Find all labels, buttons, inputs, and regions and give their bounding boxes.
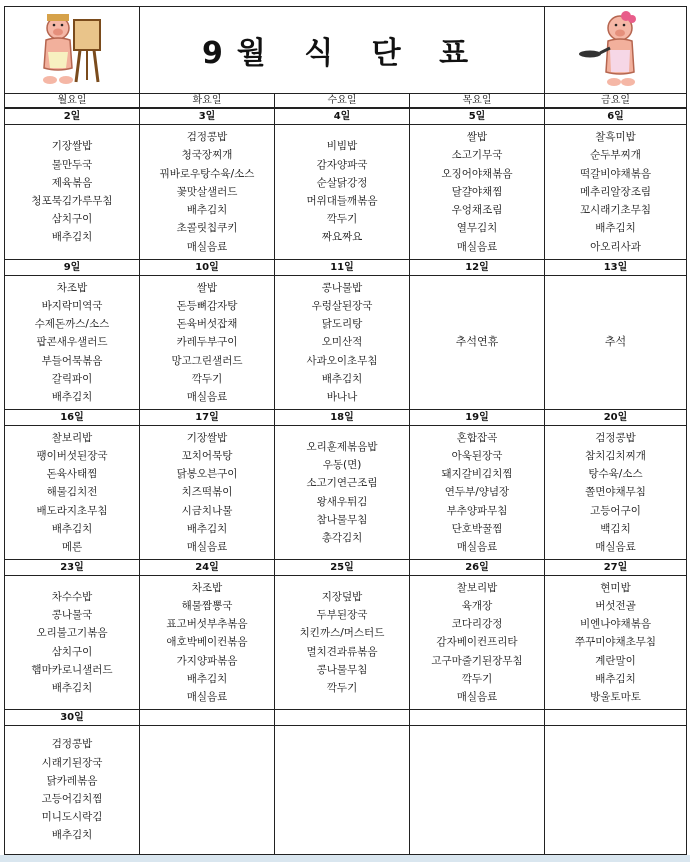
menu-item: 돈육사태찜: [46, 468, 98, 481]
menu-item: 배추김치: [321, 372, 363, 385]
menu-item: 비엔나야채볶음: [579, 618, 651, 631]
menu-item: 지장덮밥: [321, 590, 363, 603]
menu-item: 쌀밥: [196, 281, 218, 294]
day-menu-cell: [545, 426, 687, 560]
menu-item: 깍두기: [461, 672, 493, 685]
day-menu-cell: [275, 276, 410, 410]
day-menu-cell: [275, 426, 410, 560]
menu-item: 쫄면야채무침: [585, 486, 646, 499]
menu-item: 현미밥: [600, 581, 631, 594]
date-cell: 24일: [140, 560, 275, 576]
menu-item: 비빔밥: [326, 140, 358, 153]
menu-item: 매실음료: [595, 541, 636, 553]
date-cell: 2일: [5, 109, 140, 125]
menu-item: 가지양파볶음: [176, 654, 238, 667]
menu-item: 배추김치: [186, 672, 228, 685]
menu-item: 청포묵김가루무침: [31, 195, 113, 207]
pig-painter-icon: [32, 8, 112, 88]
day-menu-cell: [410, 426, 545, 560]
menu-table: [4, 6, 687, 108]
date-row: [5, 710, 687, 726]
bottom-strip: [0, 855, 690, 862]
menu-item: 두부된장국: [316, 609, 368, 622]
menu-item: 콩나물밥: [321, 281, 363, 294]
day-menu-cell: [410, 726, 545, 855]
menu-item: 삼치구이: [51, 213, 93, 226]
menu-item: 매실음료: [186, 240, 228, 253]
weekly-menu-table: [4, 108, 687, 855]
menu-item: 찰보리밥: [51, 431, 93, 444]
menu-item: 우엉채조림: [451, 204, 503, 217]
menu-item: 팽이버섯된장국: [36, 449, 108, 462]
menu-item: 수제돈까스/소스: [34, 318, 110, 331]
menu-item: 꼬치어묵탕: [181, 449, 233, 462]
menu-item: 아오리사과: [590, 240, 641, 253]
menu-item: 배도라지초무침: [36, 504, 108, 517]
menu-item: 아욱된장국: [451, 449, 503, 462]
menu-item: 깍두기: [191, 372, 223, 385]
menu-item: 시금치나물: [181, 504, 233, 517]
menu-item: 찰흑미밥: [595, 131, 636, 144]
menu-item: 배추김치: [51, 829, 93, 842]
menu-item: 청국장찌개: [181, 149, 233, 162]
menu-item: 오리불고기볶음: [36, 627, 108, 640]
menu-item: 소고기무국: [451, 149, 503, 162]
menu-row: [5, 125, 687, 260]
day-menu-cell: [410, 576, 545, 710]
menu-item: 매실음료: [456, 691, 498, 703]
menu-item: 팝콘새우샐러드: [36, 336, 108, 349]
chef-pig-cooking-illustration: [545, 7, 687, 94]
menu-item: 기장쌀밥: [51, 140, 93, 153]
day-menu-cell: [275, 576, 410, 710]
day-header-tuesday: 화요일: [140, 94, 275, 108]
date-cell: [410, 710, 545, 726]
menu-item: 치즈떡볶이: [181, 486, 233, 499]
menu-item: 메추리알장조림: [579, 185, 651, 198]
menu-item: 달걀야채찜: [451, 185, 503, 198]
menu-item: 닭카레볶음: [46, 774, 98, 787]
menu-item: 배추김치: [51, 681, 93, 694]
menu-item: 순살닭강정: [316, 176, 368, 189]
menu-item: 검정콩밥: [595, 431, 636, 444]
menu-item: 소고기연근조림: [306, 477, 378, 490]
menu-item: 부추양파무침: [446, 504, 508, 517]
menu-item: 검정콩밥: [186, 131, 228, 144]
date-row: [5, 560, 687, 576]
menu-item: 짜요짜요: [321, 231, 363, 244]
date-cell: 4일: [275, 109, 410, 125]
menu-item: 참나물무침: [316, 513, 368, 526]
menu-item: 차조밥: [56, 281, 88, 294]
menu-item: 배추김치: [51, 522, 93, 535]
menu-item: 배추김치: [51, 391, 93, 403]
date-cell: 19일: [410, 410, 545, 426]
menu-item: 배추김치: [51, 231, 93, 244]
day-header-wednesday: 수요일: [275, 94, 410, 108]
menu-item: 배추김치: [595, 222, 636, 235]
day-menu-cell: [5, 426, 140, 560]
menu-item: 해물김치전: [46, 486, 98, 499]
menu-item: 깍두기: [326, 681, 358, 694]
date-cell: 11일: [275, 260, 410, 276]
day-header-monday: 월요일: [5, 94, 140, 108]
menu-item: 매실음료: [456, 541, 498, 553]
date-cell: 18일: [275, 410, 410, 426]
day-menu-cell: [5, 576, 140, 710]
menu-item: 꽃맛살샐러드: [176, 185, 238, 198]
day-menu-cell: [410, 125, 545, 260]
menu-item: 추석연휴: [455, 335, 499, 349]
menu-item: 갈릭파이: [51, 372, 93, 385]
menu-item: 우렁살된장국: [311, 299, 373, 312]
menu-item: 초콜릿칩쿠키: [176, 222, 238, 235]
date-cell: 12일: [410, 260, 545, 276]
menu-item: 배추김치: [595, 672, 636, 685]
date-row: [5, 109, 687, 125]
day-header-thursday: 목요일: [410, 94, 545, 108]
menu-item: 카레두부구이: [176, 336, 238, 349]
page-title: 9월 식 단 표: [201, 36, 483, 71]
menu-row: [5, 726, 687, 855]
menu-item: 돈육버섯잡채: [176, 318, 238, 331]
menu-item: 표고버섯부추볶음: [166, 618, 248, 631]
menu-item: 콩나물무침: [316, 663, 368, 676]
day-menu-cell: [545, 726, 687, 855]
day-menu-cell: [140, 125, 275, 260]
menu-item: 머위대들깨볶음: [306, 195, 378, 207]
menu-item: 감자양파국: [316, 158, 368, 171]
menu-item: 시래기된장국: [41, 756, 103, 769]
menu-item: 육개장: [461, 599, 493, 612]
menu-item: 바지락미역국: [41, 299, 103, 312]
menu-item: 찰보리밥: [456, 581, 498, 594]
title-cell: [140, 7, 545, 94]
menu-item: 깍두기: [326, 213, 358, 226]
date-cell: [140, 710, 275, 726]
date-cell: [275, 710, 410, 726]
date-cell: 10일: [140, 260, 275, 276]
menu-item: 탕수육/소스: [588, 468, 643, 481]
menu-item: 매실음료: [186, 691, 228, 703]
day-menu-cell: [5, 276, 140, 410]
menu-item: 순두부찌개: [590, 149, 641, 162]
chef-pig-painter-illustration: [5, 7, 140, 94]
menu-item: 계란말이: [595, 654, 636, 667]
day-menu-cell: [140, 726, 275, 855]
day-menu-cell: [140, 576, 275, 710]
menu-item: 총각김치: [321, 531, 363, 544]
menu-item: 매실음료: [186, 541, 228, 553]
day-menu-cell: [140, 426, 275, 560]
date-cell: 13일: [545, 260, 687, 276]
menu-item: 사과오이초무침: [306, 354, 378, 367]
menu-item: 연두부/양념장: [444, 486, 510, 499]
menu-item: 왕새우튀김: [316, 495, 368, 508]
menu-item: 돼지갈비김치찜: [441, 468, 513, 481]
menu-item: 미니도시락김: [41, 811, 103, 824]
menu-item: 쌀밥: [466, 131, 488, 144]
date-cell: 27일: [545, 560, 687, 576]
menu-item: 우동(면): [322, 459, 362, 472]
menu-item: 물만두국: [51, 158, 93, 171]
menu-item: 콩나물국: [51, 609, 93, 622]
menu-item: 삼치구이: [51, 645, 93, 658]
day-menu-cell: [545, 576, 687, 710]
date-cell: 3일: [140, 109, 275, 125]
menu-sheet: [4, 6, 686, 852]
menu-item: 차조밥: [191, 581, 223, 594]
menu-item: 닭봉오븐구이: [176, 468, 238, 481]
menu-item: 오미산적: [321, 336, 363, 349]
menu-item: 백김치: [600, 522, 631, 535]
day-menu-cell: [275, 125, 410, 260]
menu-item: 바나나: [326, 391, 358, 403]
menu-item: 방울토마토: [590, 691, 641, 703]
menu-item: 오리훈제볶음밥: [306, 440, 378, 453]
date-cell: 20일: [545, 410, 687, 426]
menu-item: 열무김치: [456, 222, 498, 235]
menu-item: 애호박베이컨볶음: [166, 636, 248, 649]
menu-item: 고등어구이: [590, 504, 641, 517]
date-cell: 9일: [5, 260, 140, 276]
day-menu-cell: [275, 726, 410, 855]
menu-item: 쭈꾸미야채초무침: [574, 636, 657, 649]
date-cell: 26일: [410, 560, 545, 576]
menu-item: 해물짬뽕국: [181, 599, 233, 612]
menu-row: [5, 276, 687, 410]
date-cell: [545, 710, 687, 726]
menu-item: 떡갈비야채볶음: [579, 167, 651, 180]
menu-item: 기장쌀밥: [186, 431, 228, 444]
menu-item: 돈등뼈감자탕: [176, 299, 238, 312]
menu-item: 망고그린샐러드: [171, 354, 243, 367]
menu-item: 오징어야채볶음: [441, 167, 513, 180]
date-cell: 5일: [410, 109, 545, 125]
pig-chef-icon: [576, 8, 656, 88]
menu-item: 참치김치찌개: [585, 449, 646, 462]
day-menu-cell: [410, 276, 545, 410]
menu-item: 감자베이컨프리타: [436, 636, 518, 649]
menu-item: 버섯전골: [595, 599, 636, 612]
menu-item: 부들어묵볶음: [41, 354, 103, 367]
date-cell: 23일: [5, 560, 140, 576]
day-header-friday: 금요일: [545, 94, 687, 108]
day-menu-cell: [5, 125, 140, 260]
menu-item: 꼬시래기초무침: [579, 204, 651, 217]
date-cell: 16일: [5, 410, 140, 426]
day-menu-cell: [140, 276, 275, 410]
menu-item: 배추김치: [186, 204, 228, 217]
menu-item: 꿔바로우탕수육/소스: [159, 167, 255, 180]
day-menu-cell: [5, 726, 140, 855]
menu-item: 추석: [604, 335, 627, 349]
menu-item: 검정콩밥: [51, 738, 93, 751]
date-row: [5, 260, 687, 276]
menu-item: 차수수밥: [51, 590, 93, 603]
menu-item: 닭도리탕: [321, 318, 363, 331]
menu-row: [5, 426, 687, 560]
menu-row: [5, 576, 687, 710]
date-cell: 17일: [140, 410, 275, 426]
menu-item: 고등어김치찜: [41, 793, 103, 805]
menu-item: 단호박꿀찜: [451, 522, 503, 535]
menu-item: 혼합잡곡: [456, 431, 498, 444]
menu-item: 매실음료: [186, 391, 228, 403]
menu-item: 멸치견과류볶음: [306, 645, 378, 658]
menu-item: 배추김치: [186, 522, 228, 535]
menu-item: 고구마줄기된장무침: [431, 654, 523, 667]
date-cell: 6일: [545, 109, 687, 125]
day-menu-cell: [545, 125, 687, 260]
menu-item: 햄마카로니샐러드: [31, 663, 113, 676]
menu-item: 메론: [61, 541, 83, 553]
menu-item: 매실음료: [456, 240, 498, 253]
menu-item: 코다리강정: [451, 618, 503, 631]
date-row: [5, 410, 687, 426]
menu-item: 제육볶음: [51, 176, 93, 189]
menu-item: 치킨까스/머스터드: [299, 627, 385, 640]
day-menu-cell: [545, 276, 687, 410]
date-cell: 30일: [5, 710, 140, 726]
date-cell: 25일: [275, 560, 410, 576]
